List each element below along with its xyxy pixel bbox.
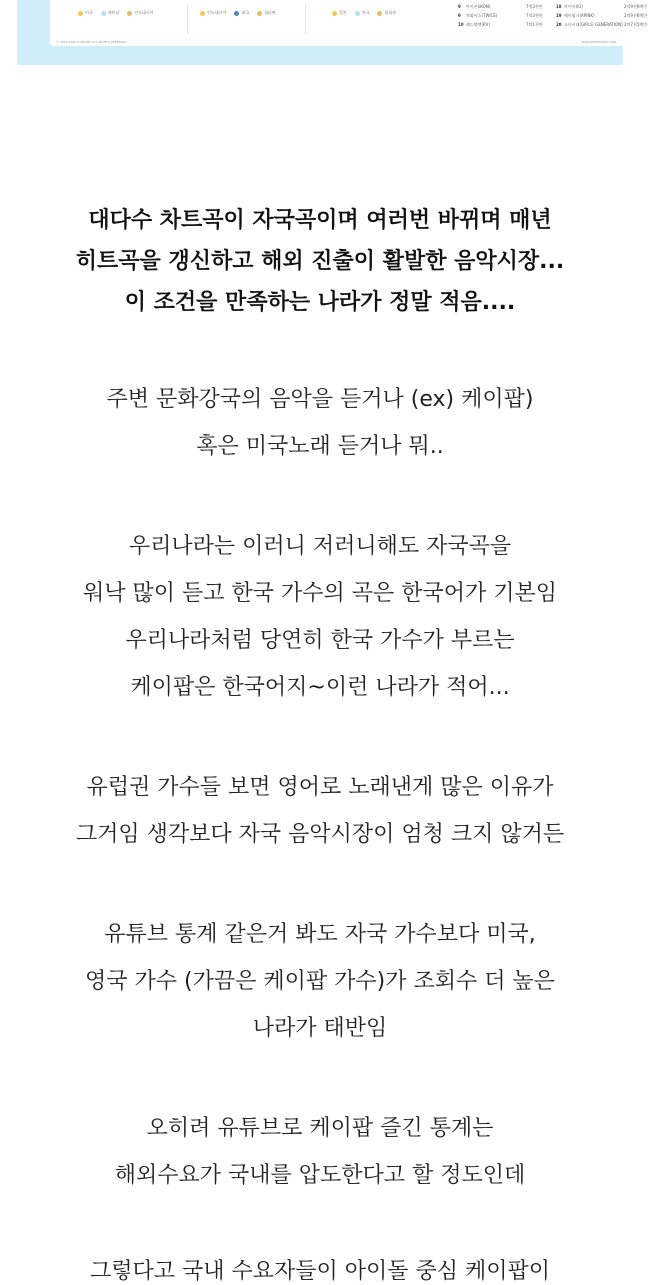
legend-dot-icon bbox=[78, 11, 83, 16]
legend-item bbox=[101, 10, 120, 16]
text-line: 유럽권 가수들 보면 영어로 노래낸게 많은 이유가 bbox=[86, 775, 554, 800]
legend-item bbox=[234, 10, 249, 16]
legend-dot-icon bbox=[377, 11, 382, 16]
rank-table bbox=[458, 2, 654, 29]
rank-cell-name: 아이콘(iKON) bbox=[466, 3, 491, 9]
text-line: 케이팝은 한국어지~이런 나라가 적어... bbox=[130, 675, 510, 700]
text-line: 우리나라처럼 당연히 한국 가수가 부르는 bbox=[125, 628, 515, 653]
rank-cell-rank: 9 bbox=[458, 4, 461, 9]
text-line: 우리나라는 이러니 저러니해도 자국곡을 bbox=[128, 534, 512, 559]
rank-cell-rank2: 19 bbox=[556, 13, 562, 18]
legend-item bbox=[127, 10, 153, 16]
divider bbox=[305, 4, 306, 34]
legend-dot-icon bbox=[101, 11, 106, 16]
legend-item bbox=[200, 10, 226, 16]
paragraph bbox=[0, 764, 640, 858]
rank-row bbox=[458, 11, 654, 20]
text-line: 영국 가수 (가끔은 케이팝 가수)가 조회수 더 높은 bbox=[85, 969, 555, 994]
rank-cell-val2: 2억9천6백만 bbox=[624, 12, 648, 18]
footer-url: WWW.KPOPSIGNS.COM bbox=[581, 40, 616, 44]
text-line: 오히려 유튜브로 케이팝 즐긴 통계는 bbox=[146, 1116, 494, 1141]
legend-dot-icon bbox=[332, 11, 337, 16]
rank-cell-rank2: 20 bbox=[556, 22, 562, 27]
legend-dot-icon bbox=[355, 11, 360, 16]
text-line: 그거임 생각보다 자국 음악시장이 엄청 크지 않거든 bbox=[75, 822, 565, 847]
rank-cell-rank2: 18 bbox=[556, 4, 562, 9]
legend-label: 필리핀 bbox=[264, 10, 276, 15]
legend-label: 일본 bbox=[339, 10, 347, 15]
text-line: 혹은 미국노래 듣거나 뭐.. bbox=[196, 434, 444, 459]
rank-cell-val: 7억1천만 bbox=[526, 21, 543, 27]
text-line: 대다수 차트곡이 자국곡이며 여러번 바뀌며 매년 bbox=[88, 208, 552, 233]
text-line: 해외수요가 국내를 압도한다고 할 정도인데 bbox=[114, 1163, 526, 1188]
rank-cell-name: 레드벨벳(RV) bbox=[466, 21, 490, 27]
rank-row bbox=[458, 2, 654, 11]
legend-dot-icon bbox=[127, 11, 132, 16]
rank-cell-rank: 10 bbox=[458, 22, 464, 27]
rank-cell-val: 7억3천만 bbox=[526, 12, 543, 18]
legend-label: 베트남 bbox=[107, 10, 120, 15]
legend-label: 미국 bbox=[85, 10, 93, 15]
text-line: 히트곡을 갱신하고 해외 진출이 활발한 음악시장... bbox=[75, 249, 565, 274]
rank-cell-val2: 2억7천5백만 bbox=[624, 21, 648, 27]
legend-dot-icon bbox=[234, 11, 239, 16]
article-body bbox=[0, 200, 640, 1252]
rank-cell-name: 트와이스(TWICE) bbox=[466, 12, 498, 18]
rank-cell-name2: 에이핑크(APINK) bbox=[564, 12, 595, 18]
text-line: 나라가 태반임 bbox=[252, 1016, 388, 1041]
paragraph bbox=[0, 200, 640, 323]
rank-cell-val: 7억3천만 bbox=[526, 3, 543, 9]
legend-label: 태국 bbox=[241, 10, 250, 15]
rank-cell-name2: 소녀시대(GIRLS' GENERATION) bbox=[564, 21, 623, 27]
text-line: 유튜브 통계 같은거 봐도 자국 가수보다 미국, bbox=[104, 922, 536, 947]
text-line: 워낙 많이 듣고 한국 가수의 곡은 한국어가 기본임 bbox=[83, 581, 557, 606]
legend-item bbox=[377, 10, 396, 16]
legend-label: 필리핀 bbox=[384, 10, 397, 15]
legend-label: 인도네시아 bbox=[134, 10, 154, 15]
text-line: 이 조건을 만족하는 나라가 정말 적음.... bbox=[124, 290, 516, 315]
divider bbox=[187, 4, 188, 34]
paragraph bbox=[0, 376, 640, 470]
rank-cell-name2: 아이유(IU) bbox=[564, 3, 583, 9]
footer-copyright: © 2019 SPIN COUNTRY. ALL RIGHTS RESERVED bbox=[56, 40, 127, 44]
paragraph bbox=[0, 911, 640, 1052]
rank-cell-rank: 9 bbox=[458, 13, 461, 18]
infographic-card bbox=[50, 0, 648, 46]
rank-cell-val2: 2억9천6백만 bbox=[624, 3, 648, 9]
legend-dot-icon bbox=[257, 11, 262, 16]
legend-label: 인도네시아 bbox=[207, 10, 227, 15]
legend-item bbox=[332, 10, 347, 16]
paragraph bbox=[0, 1105, 640, 1199]
legend-item bbox=[78, 10, 93, 16]
infographic-banner bbox=[17, 0, 648, 65]
legend-label: 한국 bbox=[361, 10, 370, 15]
legend-group-1 bbox=[78, 10, 154, 16]
legend-group-2 bbox=[200, 10, 276, 16]
paragraph bbox=[0, 523, 640, 711]
text-line: 주변 문화강국의 음악을 듣거나 (ex) 케이팝) bbox=[106, 387, 534, 412]
rank-row bbox=[458, 20, 654, 29]
legend-dot-icon bbox=[200, 11, 205, 16]
cut-off-text-line: 그렇다고 국내 수요자들이 아이돌 중심 케이팝이 bbox=[89, 1259, 550, 1284]
legend-item bbox=[257, 10, 276, 16]
legend-item bbox=[355, 10, 370, 16]
legend-group-3 bbox=[332, 10, 396, 16]
